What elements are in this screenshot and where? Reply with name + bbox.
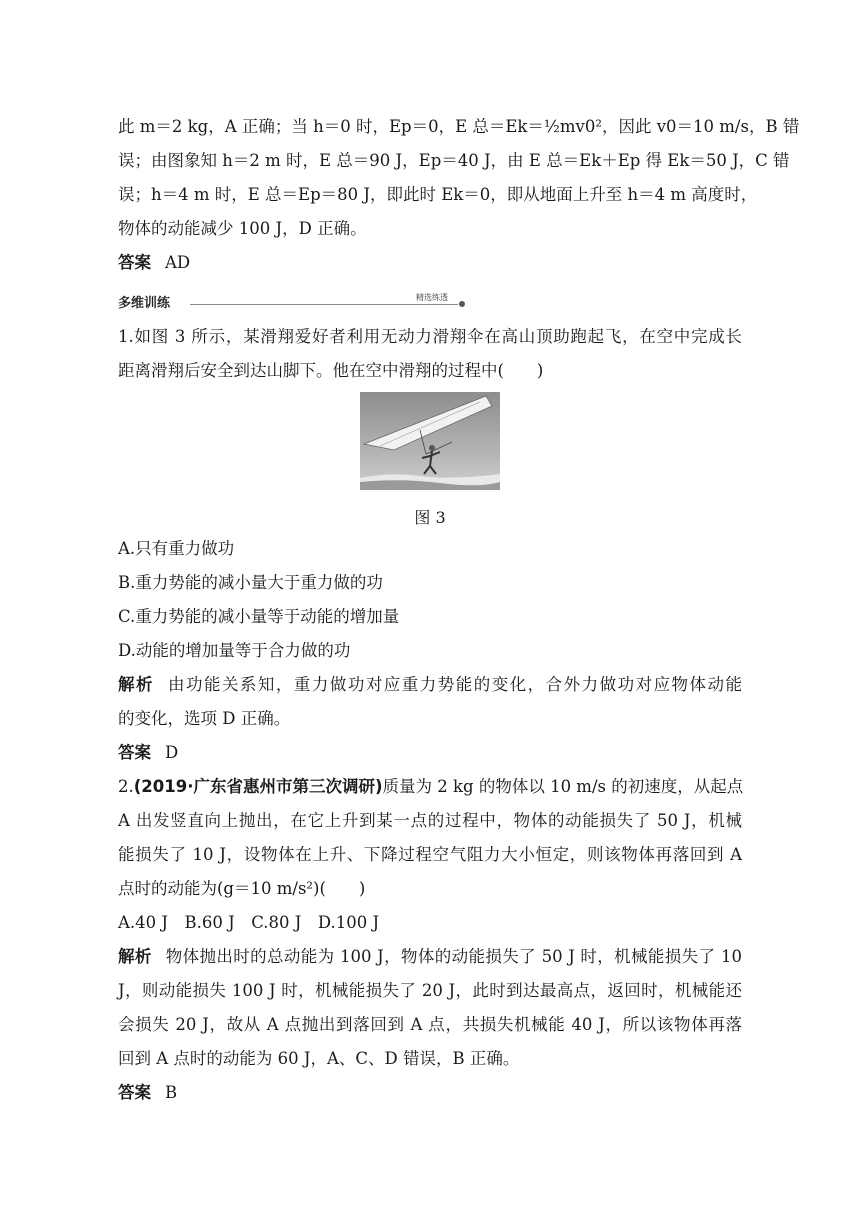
option-d: D.动能的增加量等于合力做的功 xyxy=(118,641,351,660)
text-line: 误；h＝4 m 时，E 总＝Ep＝80 J，即此时 Ek＝0，即从地面上升至 h＝4 m 高度时， xyxy=(118,185,758,204)
option-a: A.只有重力做功 xyxy=(118,539,235,558)
answer-line xyxy=(118,246,742,280)
analysis-text-line: 的变化，选项 D 正确。 xyxy=(118,709,291,728)
text-line: 此 m＝2 kg，A 正确；当 h＝0 时，Ep＝0，E 总＝Ek＝½mv0²，因此 v0＝10 m/s，B 错 xyxy=(118,117,800,136)
analysis-label: 解析 xyxy=(118,947,152,966)
analysis-text-line: 回到 A 点时的动能为 60 J，A、C、D 错误，B 正确。 xyxy=(118,1049,520,1068)
text-line: 误；由图象知 h＝2 m 时，E 总＝90 J，Ep＝40 J，由 E 总＝Ek＋Ep 得 Ek＝50 J，C 错 xyxy=(118,151,790,170)
hang-glider-photo xyxy=(360,392,500,490)
question-1-options xyxy=(118,532,742,770)
question-1 xyxy=(118,320,742,388)
question-text-line: 1.如图 3 所示，某滑翔爱好者利用无动力滑翔伞在高山顶助跑起飞，在空中完成长 xyxy=(118,327,742,346)
question-text-line: 能损失了 10 J，设物体在上升、下降过程空气阻力大小恒定，则该物体再落回到 A xyxy=(118,845,742,864)
analysis-text-line: J，则动能损失 100 J 时，机械能损失了 20 J，此时到达最高点，返回时，机械能还 xyxy=(118,981,742,1000)
answer-value: D xyxy=(165,743,179,762)
question-text-line: A 出发竖直向上抛出，在它上升到某一点的过程中，物体的动能损失了 50 J，机械 xyxy=(118,811,742,830)
question-number: 2. xyxy=(118,777,134,796)
answer-label: 答案 xyxy=(118,1083,151,1102)
analysis-text: 物体抛出时的总动能为 100 J，物体的动能损失了 50 J 时，机械能损失了 10 xyxy=(165,947,743,966)
question-text-line: 距离滑翔后安全到达山脚下。他在空中滑翔的过程中( ) xyxy=(118,361,544,380)
answer-label: 答案 xyxy=(118,253,151,272)
option-b: B.重力势能的减小量大于重力做的功 xyxy=(118,573,383,592)
answer-label: 答案 xyxy=(118,743,151,762)
answer-line xyxy=(118,1076,742,1110)
analysis-text: 由功能关系知，重力做功对应重力势能的变化，合外力做功对应物体动能 xyxy=(167,675,743,694)
analysis-line xyxy=(118,668,742,702)
hang-glider-image xyxy=(360,392,500,490)
previous-analysis xyxy=(118,110,800,280)
option-c: C.重力势能的减小量等于动能的增加量 xyxy=(118,607,400,626)
options-line: A.40 J B.60 J C.80 J D.100 J xyxy=(118,913,380,932)
text-line: 物体的动能减少 100 J，D 正确。 xyxy=(118,219,367,238)
answer-line xyxy=(118,736,742,770)
section-header xyxy=(118,292,468,310)
answer-value: B xyxy=(165,1083,178,1102)
section-tag: 精选练透 xyxy=(416,293,448,302)
question-text: 质量为 2 kg 的物体以 10 m/s 的初速度，从起点 xyxy=(382,777,744,796)
question-text-line: 点时的动能为(g＝10 m/s²)( ) xyxy=(118,879,366,898)
section-dot-icon xyxy=(459,301,465,307)
question-text-line xyxy=(118,770,742,804)
analysis-text-line: 会损失 20 J，故从 A 点抛出到落回到 A 点，共损失机械能 40 J，所以该物体再落 xyxy=(118,1015,742,1034)
question-2 xyxy=(118,770,742,1110)
answer-value: AD xyxy=(165,253,191,272)
figure-caption: 图 3 xyxy=(414,508,446,527)
question-source: (2019·广东省惠州市第三次调研) xyxy=(133,777,383,796)
analysis-label: 解析 xyxy=(118,675,154,694)
analysis-line xyxy=(118,940,742,974)
section-divider xyxy=(190,304,458,305)
section-title: 多维训练 xyxy=(118,296,171,311)
